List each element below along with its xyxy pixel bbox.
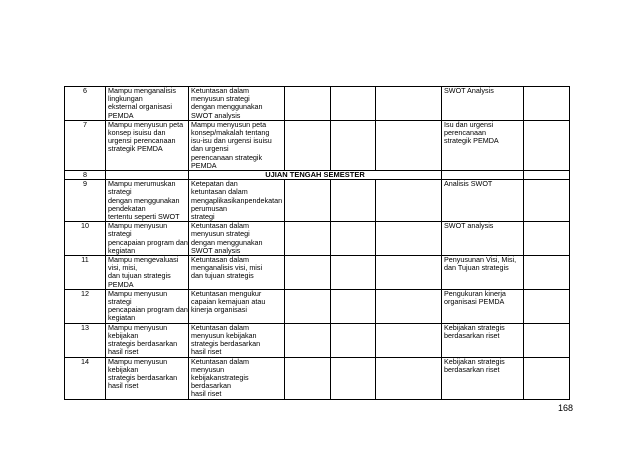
indicator-cell-line: konsep/makalah tentang bbox=[191, 128, 270, 138]
table-row bbox=[65, 323, 570, 357]
indicator-cell-line: dengan menggunakan bbox=[191, 102, 263, 112]
ability-cell-line: visi, misi, bbox=[108, 263, 138, 273]
indicator-cell-line: mengaplikasikanpendekatan bbox=[191, 195, 283, 205]
ability-cell-line: pencapaian program dan bbox=[108, 305, 188, 315]
ability-cell-line: pendekatan bbox=[108, 203, 146, 213]
indicator-cell-line: Ketuntasan dalam bbox=[191, 86, 249, 95]
ability-cell bbox=[106, 256, 189, 290]
ability-cell-line: lingkungan bbox=[108, 94, 143, 104]
material-cell-line: Pengukuran kinerja bbox=[444, 289, 506, 298]
empty-cell bbox=[331, 120, 376, 170]
indicator-cell-line: kebijakanstrategis bbox=[191, 372, 249, 382]
week-number: 13 bbox=[65, 323, 106, 357]
indicator-cell-line: PEMDA bbox=[191, 160, 217, 170]
empty-cell bbox=[285, 323, 331, 357]
indicator-cell-line: strategi bbox=[191, 212, 215, 222]
indicator-cell-line: ketuntasan dalam bbox=[191, 187, 248, 197]
indicator-cell-line: dan urgensi bbox=[191, 144, 229, 154]
ability-cell-line: strategis berdasarkan bbox=[108, 372, 178, 382]
ability-cell-line: Mampu menganalisis bbox=[108, 86, 176, 95]
empty-cell bbox=[331, 289, 376, 323]
ability-cell bbox=[106, 222, 189, 256]
ability-cell-line: strategik PEMDA bbox=[108, 144, 163, 154]
ability-cell-line: urgensi perencanaan bbox=[108, 136, 176, 146]
material-cell bbox=[442, 120, 524, 170]
empty-cell bbox=[331, 180, 376, 222]
table-row bbox=[65, 357, 570, 399]
empty-cell bbox=[331, 256, 376, 290]
empty-cell bbox=[376, 289, 442, 323]
empty-cell bbox=[285, 87, 331, 121]
material-cell-line: Analisis SWOT bbox=[444, 179, 493, 189]
material-cell-line: Isu dan urgensi bbox=[444, 120, 494, 129]
material-cell-line: berdasarkan riset bbox=[444, 330, 500, 340]
ability-cell-line: Mampu menyusun bbox=[108, 357, 168, 366]
week-number: 14 bbox=[65, 357, 106, 399]
indicator-cell-line: dengan menggunakan bbox=[191, 237, 263, 247]
material-cell-line: SWOT Analysis bbox=[444, 86, 494, 95]
material-cell bbox=[442, 256, 524, 290]
empty-cell bbox=[376, 357, 442, 399]
empty-cell bbox=[331, 87, 376, 121]
empty-cell bbox=[331, 222, 376, 256]
indicator-cell-line: isu-isu dan urgensi isuisu bbox=[191, 136, 272, 146]
indicator-cell-line: hasil riset bbox=[191, 389, 222, 399]
indicator-cell-line: menganalisis visi, misi bbox=[191, 263, 263, 273]
indicator-cell-line: perencanaan strategik bbox=[191, 152, 263, 162]
indicator-cell bbox=[189, 180, 285, 222]
indicator-cell-line: dan tujuan strategis bbox=[191, 271, 254, 281]
indicator-cell bbox=[189, 222, 285, 256]
indicator-cell-line: SWOT analysis bbox=[191, 110, 241, 120]
indicator-cell-line: Ketuntasan dalam bbox=[191, 255, 249, 265]
page-number: 168 bbox=[558, 403, 574, 413]
indicator-cell bbox=[189, 87, 285, 121]
empty-cell bbox=[106, 171, 189, 180]
week-number: 6 bbox=[65, 87, 106, 121]
material-cell-line: SWOT analysis bbox=[444, 221, 494, 231]
empty-cell bbox=[524, 120, 570, 170]
empty-cell bbox=[376, 87, 442, 121]
midterm-exam-label: UJIAN TENGAH SEMESTER bbox=[189, 171, 442, 180]
material-cell-line: strategik PEMDA bbox=[444, 136, 499, 146]
ability-cell-line: Mampu menyusun peta bbox=[108, 120, 184, 129]
material-cell-line: organisasi PEMDA bbox=[444, 297, 505, 307]
empty-cell bbox=[376, 256, 442, 290]
ability-cell-line: Mampu menyusun bbox=[108, 289, 168, 298]
indicator-cell-line: hasil riset bbox=[191, 347, 222, 357]
material-cell-line: berdasarkan riset bbox=[444, 364, 500, 374]
empty-cell bbox=[285, 222, 331, 256]
empty-cell bbox=[285, 256, 331, 290]
indicator-cell-line: menyusun bbox=[191, 364, 225, 374]
ability-cell bbox=[106, 120, 189, 170]
indicator-cell-line: capaian kemajuan atau bbox=[191, 297, 266, 307]
indicator-cell bbox=[189, 289, 285, 323]
empty-cell bbox=[376, 120, 442, 170]
indicator-cell-line: Mampu menyusun peta bbox=[191, 120, 267, 129]
material-cell-line: Kebijakan strategis bbox=[444, 323, 505, 332]
material-cell-line: Kebijakan strategis bbox=[444, 357, 505, 366]
week-number: 7 bbox=[65, 120, 106, 170]
empty-cell bbox=[376, 323, 442, 357]
ability-cell bbox=[106, 180, 189, 222]
ability-cell-line: eksternal organisasi bbox=[108, 102, 172, 112]
indicator-cell-line: kinerja organisasi bbox=[191, 305, 247, 315]
table-row bbox=[65, 222, 570, 256]
indicator-cell bbox=[189, 323, 285, 357]
ability-cell-line: Mampu menyusun bbox=[108, 221, 168, 231]
empty-cell bbox=[285, 357, 331, 399]
empty-cell bbox=[331, 323, 376, 357]
ability-cell-line: strategi bbox=[108, 229, 132, 239]
material-cell bbox=[442, 357, 524, 399]
ability-cell-line: kebijakan bbox=[108, 364, 139, 374]
empty-cell bbox=[442, 171, 524, 180]
ability-cell bbox=[106, 87, 189, 121]
ability-cell-line: tertentu seperti SWOT bbox=[108, 212, 180, 222]
ability-cell-line: PEMDA bbox=[108, 279, 134, 289]
ability-cell-line: kegiatan bbox=[108, 313, 136, 323]
ability-cell bbox=[106, 323, 189, 357]
ability-cell-line: Mampu merumuskan bbox=[108, 179, 176, 189]
ability-cell-line: Mampu mengevaluasi bbox=[108, 255, 179, 265]
empty-cell bbox=[524, 222, 570, 256]
material-cell bbox=[442, 87, 524, 121]
empty-cell bbox=[285, 180, 331, 222]
material-cell-line: dan Tujuan strategis bbox=[444, 263, 509, 273]
week-number: 10 bbox=[65, 222, 106, 256]
ability-cell-line: konsep isuisu dan bbox=[108, 128, 166, 138]
empty-cell bbox=[331, 357, 376, 399]
indicator-cell-line: berdasarkan bbox=[191, 381, 231, 391]
indicator-cell-line: Ketuntasan dalam bbox=[191, 323, 249, 332]
material-cell bbox=[442, 180, 524, 222]
ability-cell-line: PEMDA bbox=[108, 110, 134, 120]
ability-cell-line: strategi bbox=[108, 297, 132, 307]
course-plan-table bbox=[64, 86, 570, 400]
empty-cell bbox=[376, 222, 442, 256]
empty-cell bbox=[524, 323, 570, 357]
table-row bbox=[65, 87, 570, 121]
indicator-cell-line: perumusan bbox=[191, 203, 227, 213]
week-number: 12 bbox=[65, 289, 106, 323]
table-body bbox=[65, 87, 570, 400]
week-number: 8 bbox=[65, 171, 106, 180]
week-number: 11 bbox=[65, 256, 106, 290]
empty-cell bbox=[524, 289, 570, 323]
material-cell bbox=[442, 323, 524, 357]
material-cell bbox=[442, 222, 524, 256]
table-row bbox=[65, 256, 570, 290]
week-number: 9 bbox=[65, 180, 106, 222]
indicator-cell-line: strategis berdasarkan bbox=[191, 339, 261, 349]
table-row bbox=[65, 289, 570, 323]
indicator-cell-line: Ketuntasan dalam bbox=[191, 221, 249, 231]
indicator-cell-line: Ketepatan dan bbox=[191, 179, 238, 189]
ability-cell-line: kegiatan bbox=[108, 245, 136, 255]
indicator-cell bbox=[189, 357, 285, 399]
ability-cell-line: kebijakan bbox=[108, 330, 139, 340]
ability-cell bbox=[106, 289, 189, 323]
table-row bbox=[65, 180, 570, 222]
material-cell-line: Penyusunan Visi, Misi, bbox=[444, 255, 517, 265]
material-cell bbox=[442, 289, 524, 323]
ability-cell-line: hasil riset bbox=[108, 381, 139, 391]
indicator-cell bbox=[189, 256, 285, 290]
indicator-cell-line: SWOT analysis bbox=[191, 245, 241, 255]
indicator-cell-line: menyusun strategi bbox=[191, 94, 250, 104]
ability-cell-line: strategis berdasarkan bbox=[108, 339, 178, 349]
empty-cell bbox=[524, 357, 570, 399]
indicator-cell-line: Ketuntasan mengukur bbox=[191, 289, 262, 298]
material-cell-line: perencanaan bbox=[444, 128, 486, 138]
ability-cell bbox=[106, 357, 189, 399]
indicator-cell-line: menyusun kebijakan bbox=[191, 330, 257, 340]
indicator-cell-line: Ketuntasan dalam bbox=[191, 357, 249, 366]
empty-cell bbox=[285, 120, 331, 170]
empty-cell bbox=[524, 171, 570, 180]
ability-cell-line: pencapaian program dan bbox=[108, 237, 188, 247]
table-row bbox=[65, 171, 570, 180]
empty-cell bbox=[285, 289, 331, 323]
ability-cell-line: strategi bbox=[108, 187, 132, 197]
ability-cell-line: dengan menggunakan bbox=[108, 195, 180, 205]
indicator-cell bbox=[189, 120, 285, 170]
empty-cell bbox=[524, 87, 570, 121]
ability-cell-line: hasil riset bbox=[108, 347, 139, 357]
ability-cell-line: dan tujuan strategis bbox=[108, 271, 171, 281]
empty-cell bbox=[524, 256, 570, 290]
ability-cell-line: Mampu menyusun bbox=[108, 323, 168, 332]
indicator-cell-line: menyusun strategi bbox=[191, 229, 250, 239]
empty-cell bbox=[376, 180, 442, 222]
table-row bbox=[65, 120, 570, 170]
empty-cell bbox=[524, 180, 570, 222]
